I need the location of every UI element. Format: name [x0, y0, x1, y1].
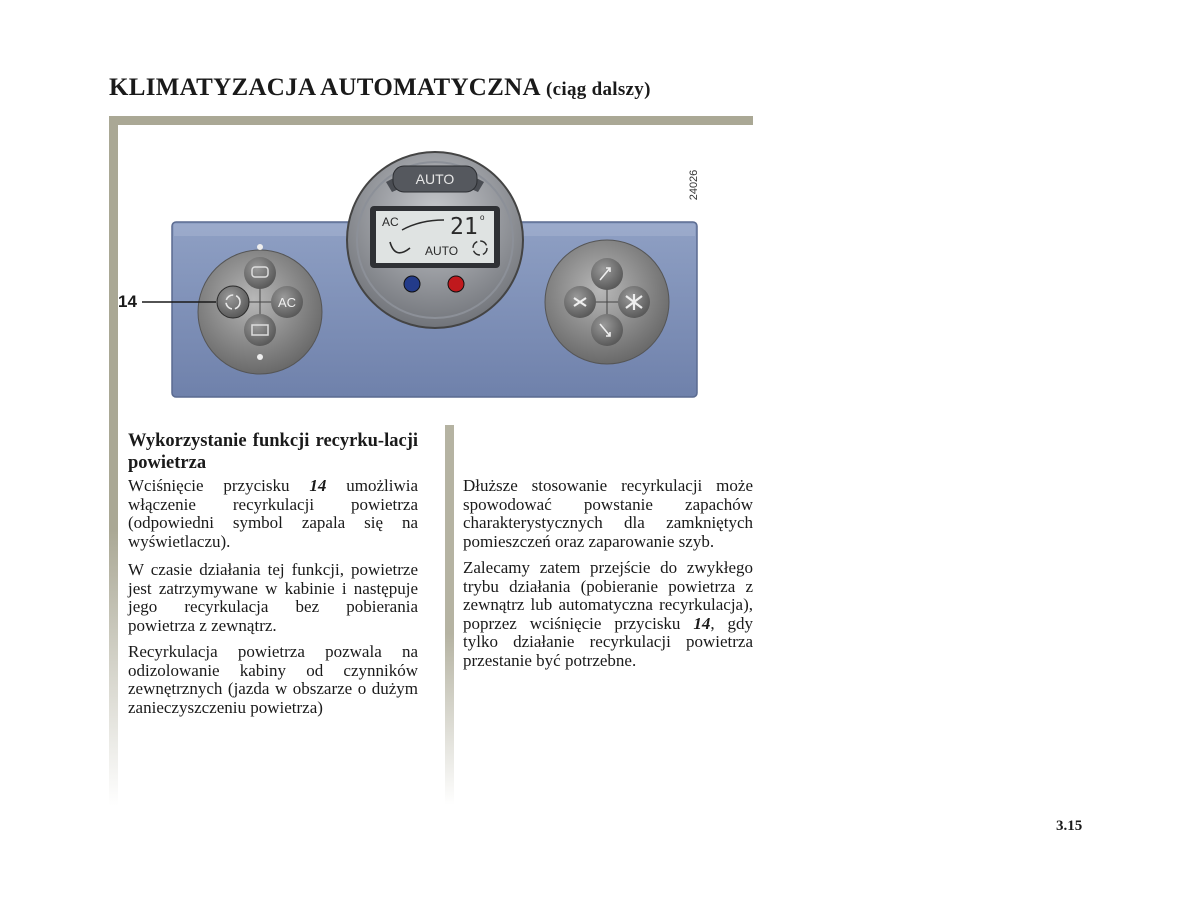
page-number: 3.15 — [1056, 818, 1083, 834]
paragraph-col1-2: W czasie działania tej funkcji, powietrze jest zatrzymywane w kabinie i następuje jego recyrkulacja bez pobierania powietrza z zewnątrz. — [128, 560, 418, 635]
column-divider-bar — [445, 425, 454, 805]
climate-panel-illustration — [110, 140, 720, 410]
title-subtitle: (ciąg dalszy) — [546, 79, 651, 100]
recirculation-button — [217, 286, 249, 318]
top-divider-bar — [109, 116, 753, 125]
ac-button-label: AC — [277, 295, 297, 310]
button-ref-14-b: 14 — [693, 613, 711, 633]
title-main: KLIMATYZACJA AUTOMATYCZNA — [109, 74, 540, 101]
air-direction-up-button — [591, 258, 623, 290]
right-control-knob — [545, 240, 669, 364]
svg-text:o: o — [480, 213, 485, 222]
page-title — [109, 74, 651, 102]
section-heading: Wykorzystanie funkcji recyrku-lacji powietrza — [128, 431, 418, 473]
air-direction-down-button — [591, 314, 623, 346]
lcd-temperature: 21 — [450, 214, 478, 240]
lcd-auto: AUTO — [425, 244, 459, 258]
paragraph-col1-1: Wciśnięcie przycisku 14 umożliwia włączenie recyrkulacji powietrza (odpowiedni symbol zapala się na wyświetlaczu). — [128, 476, 418, 551]
central-display-dial — [347, 152, 523, 328]
callout-label: 14 — [118, 292, 137, 311]
figure-ref-code: 24026 — [688, 169, 700, 201]
paragraph-col2-1: Dłuższe stosowanie recyrkulacji może spowodować powstanie zapachów charakterystycznych dla zamkniętych pomieszczeń oraz zaparowanie szyb. — [463, 476, 753, 551]
front-demist-button — [244, 257, 276, 289]
auto-button-label: AUTO — [415, 171, 455, 187]
paragraph-col2-2: Zalecamy zatem przejście do zwykłego trybu działania (pobieranie powietrza z zewnątrz lub automatyczna recyrkulacja), poprzez wciśnięcie przycisku 14, gdy tylko działanie recyrkulacji powietrza przestanie być potrzebne. — [463, 558, 753, 670]
temp-down-button — [404, 276, 420, 292]
button-ref-14: 14 — [309, 476, 327, 495]
rear-demist-button — [244, 314, 276, 346]
paragraph-col1-3: Recyrkulacja powietrza pozwala na odizolowanie kabiny od czynników zewnętrznych (jazda w obszarze o dużym zanieczyszczeniu powietrza) — [128, 642, 418, 717]
temp-up-button — [448, 276, 464, 292]
lcd-mode: AC — [382, 215, 399, 229]
